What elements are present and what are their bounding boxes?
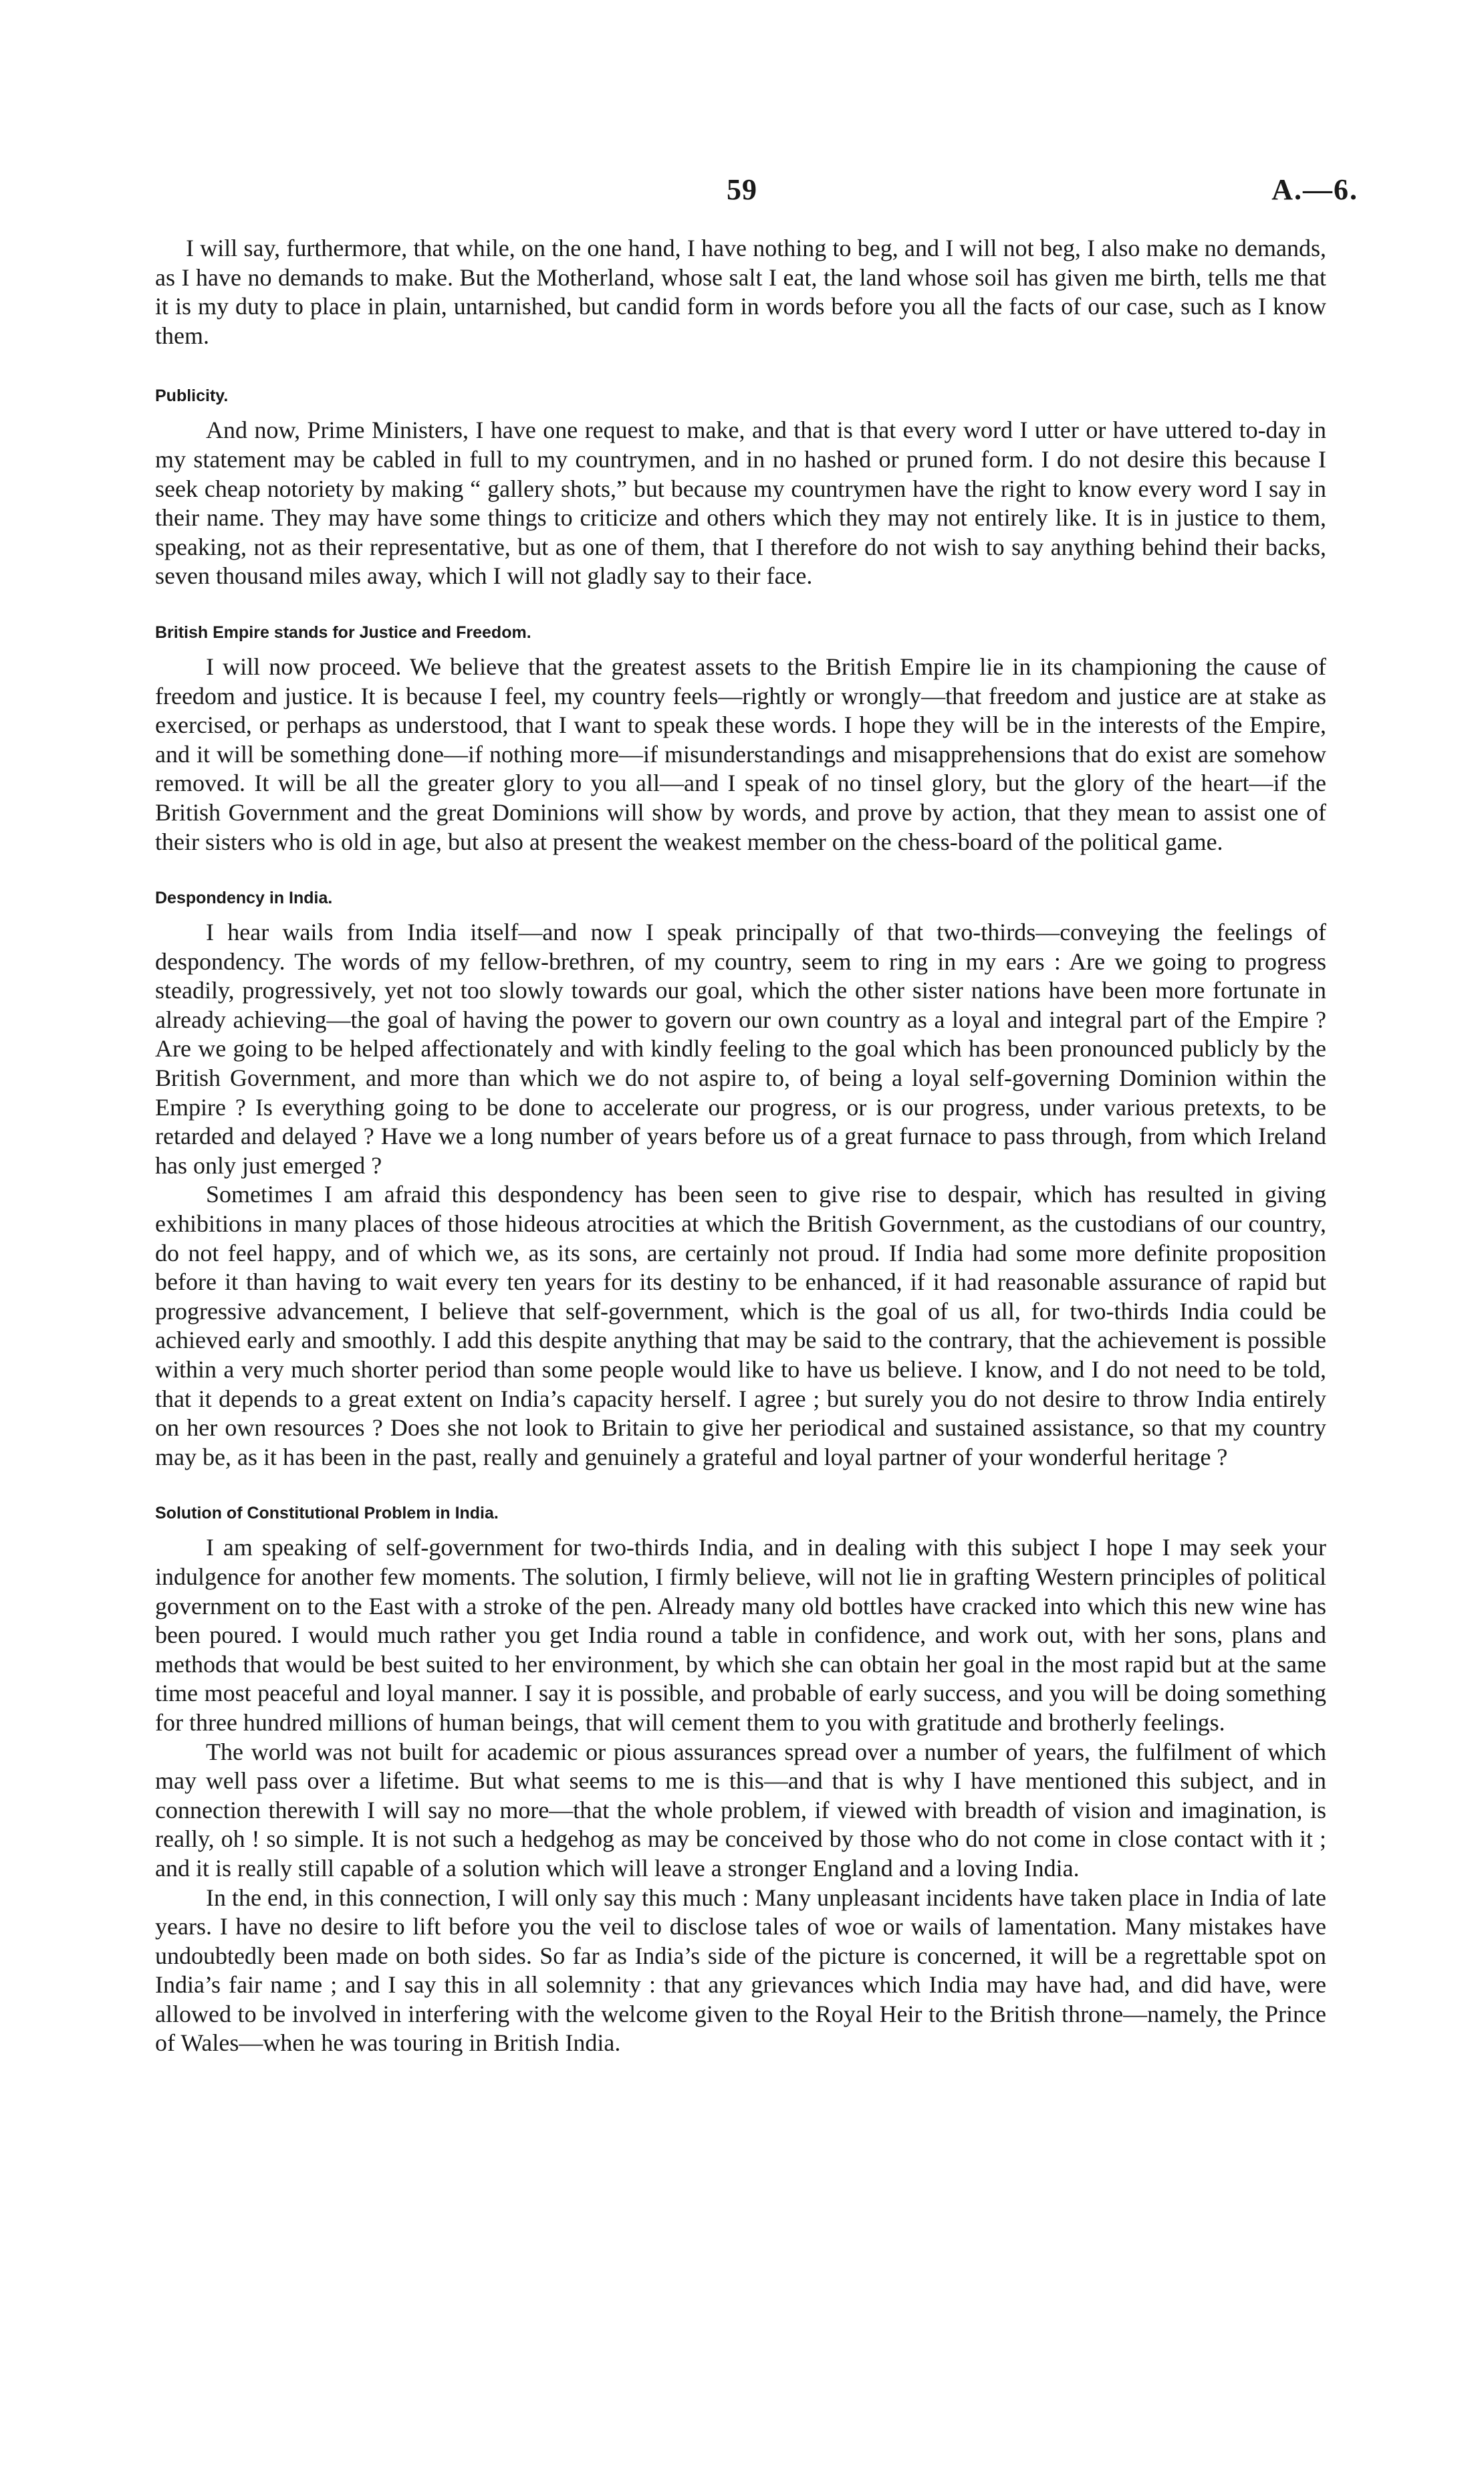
paragraph: The world was not built for academic or pious assurances spread over a number of years, the fulfilment of which may well pass over a lifetime. But what seems to me is this—and that is why I have mentioned this subject, and in connection therewith I will say no more—that the whole problem, if viewed with breadth of vision and imagination, is really, oh ! so simple. It is not such a hedgehog as may be conceived by those who do not come in close contact with it ; and it is really still capable of a solution which will leave a stronger England and a loving India. — [155, 1738, 1326, 1882]
paragraph: I am speaking of self-government for two-thirds India, and in dealing with this subject I hope I may seek your indulgence for another few moments. The solution, I firmly believe, will not lie in grafting Western principles of political government on to the East with a stroke of the pen. Already many old bottles have cracked into which this new wine has been poured. I would much rather you get India round a table in confidence, and work out, with her sons, plans and methods that would be best suited to her environment, by which she can obtain her goal in the most rapid but at the same time most peaceful and loyal manner. I say it is possible, and probable of early success, and you will be doing something for three hundred millions of human beings, that will cement them to you with gratitude and brotherly feelings. — [155, 1534, 1326, 1736]
section-publicity — [155, 385, 1326, 591]
page-body — [155, 234, 1326, 2058]
paragraph: And now, Prime Ministers, I have one request to make, and that is that every word I utter or have uttered to-day in my statement may be cabled in full to my countrymen, and in no hashed or pruned form. I do not desire this because I seek cheap notoriety by making “ gallery shots,” but because my countrymen have the right to know every word I say in their name. They may have some things to criticize and others which they may not entirely like. It is in justice to them, speaking, not as their representative, but as one of them, that I therefore do not wish to say anything behind their backs, seven thousand miles away, which I will not gladly say to their face. — [155, 417, 1326, 590]
page-number: 59 — [727, 173, 757, 206]
paragraph: I hear wails from India itself—and now I speak principally of that two-thirds—conveying the feelings of despondency. The words of my fellow-brethren, of my country, seem to ring in my ears : Are we going to progress steadily, progressively, yet not too slowly towards our goal, which the other sister nations have been more fortunate in already achieving—the goal of having the power to govern our own country as a loyal and integral part of the Empire ? Are we going to be helped affectionately and with kindly feeling to the goal which has been pronounced publicly by the British Government, and more than which we do not aspire to, of being a loyal self-governing Dominion within the Empire ? Is everything going to be done to accelerate our progress, or is our progress, under various pretexts, to be retarded and delayed ? Have we a long number of years before us of a great furnace to pass through, from which Ireland has only just emerged ? — [155, 919, 1326, 1179]
paragraph: I will say, furthermore, that while, on the one hand, I have nothing to beg, and I will not beg, I also make no demands, as I have no demands to make. But the Motherland, whose salt I eat, the land whose soil has given me birth, tells me that it is my duty to place in plain, untarnished, but candid form in words before you all the facts of our case, such as I know them. — [155, 235, 1326, 349]
section-constitutional-problem — [155, 1502, 1326, 2058]
section-heading: Despondency in India. — [155, 889, 333, 908]
paragraph: In the end, in this connection, I will only say this much : Many unpleasant incidents have taken place in India of late years. I have no desire to lift before you the veil to disclose tales of woe or wails of lamentation. Many mistakes have undoubtedly been made on both sides. So far as India’s side of the picture is concerned, it will be a regrettable spot on India’s fair name ; and I say this in all solemnity : that any grievances which India may have had, and did have, were allowed to be involved in interfering with the welcome given to the Royal Heir to the British throne—namely, the Prince of Wales—when he was touring in British India. — [155, 1884, 1326, 2057]
section-heading: Publicity. — [155, 386, 229, 406]
section-heading: Solution of Constitutional Problem in India. — [155, 1504, 499, 1523]
paragraph: Sometimes I am afraid this despondency has been seen to give rise to despair, which has resulted in giving exhibitions in many places of those hideous atrocities at which the British Government, as the custodians of our country, do not feel happy, and of which we, as its sons, are certainly not proud. If India had some more definite proposition before it than having to wait every ten years for its destiny to be enhanced, if it had reasonable assurance of rapid but progressive advancement, I believe that self-government, which is the goal of us all, for two-thirds India could be achieved early and smoothly. I add this despite anything that may be said to the contrary, that the achievement is possible within a very much shorter period than some people would like to have us believe. I know, and I do not need to be told, that it depends to a great extent on India’s capacity herself. I agree ; but surely you do not desire to throw India entirely on her own resources ? Does she not look to Britain to give her periodical and sustained assistance, so that my country may be, as it has been in the past, really and genuinely a grateful and loyal partner of your wonderful heritage ? — [155, 1181, 1326, 1470]
document-reference: A.—6. — [1271, 173, 1358, 206]
section-opening — [155, 234, 1326, 350]
paragraph: I will now proceed. We believe that the greatest assets to the British Empire lie in its championing the cause of freedom and justice. It is because I feel, my country feels—rightly or wrongly—that freedom and justice are at stake as exercised, or perhaps as understood, that I want to speak these words. I hope they will be in the interests of the Empire, and it will be something done—if nothing more—if misunderstandings and misapprehensions that do exist are somehow removed. It will be all the greater glory to you all—and I speak of no tinsel glory, but the glory of the heart—if the British Government and the great Dominions will show by words, and prove by action, that they mean to assist one of their sisters who is old in age, but also at present the weakest member on the chess-board of the political game. — [155, 653, 1326, 855]
section-british-empire — [155, 622, 1326, 857]
section-despondency — [155, 887, 1326, 1472]
section-heading: British Empire stands for Justice and Freedom. — [155, 623, 531, 642]
